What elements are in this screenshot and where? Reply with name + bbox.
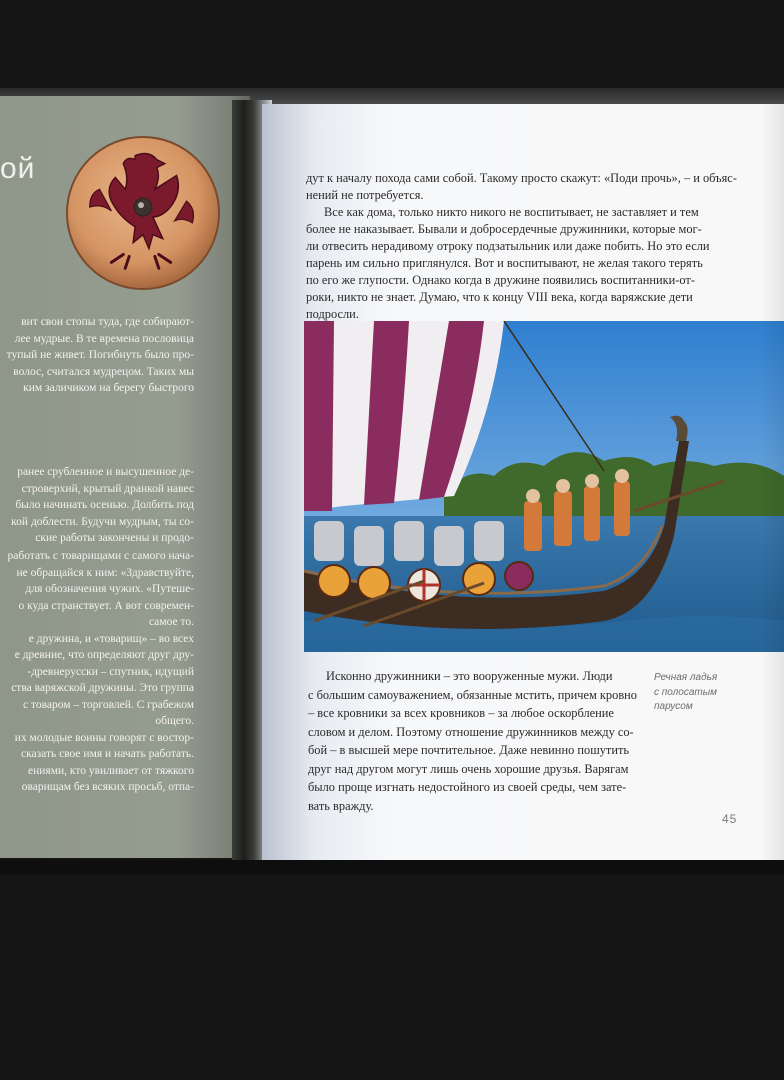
body-text-block <box>308 667 648 815</box>
left-line: о куда странствует. А вот современ- <box>18 599 194 612</box>
left-line: не обращайся к ним: «Здравствуйте, <box>16 566 194 579</box>
right-page <box>262 104 784 866</box>
left-line: тупый не живет. Погибнуть было про- <box>6 349 194 361</box>
text-line: Все как дома, только никто никого не воспитывает, не заставляет и тем <box>324 205 699 219</box>
text-line: было проще изгнать недостойного из своей среды, чем зате- <box>308 780 627 794</box>
left-line: кой доблести. Будучи мудрым, ты со- <box>11 515 194 528</box>
left-line: е древние, что определяют друг дру- <box>14 649 194 661</box>
text-line: вать вражду. <box>308 798 374 813</box>
left-line: ениями, кто увиливает от тяжкого <box>28 764 194 777</box>
left-line: е дружина, и «товарищ» – во всех <box>28 632 194 645</box>
text-line: – все кровники за всех кровников – за любое оскорбление <box>308 706 614 720</box>
left-page <box>0 96 250 858</box>
left-line: -древнерусски – спутник, идущий <box>27 665 194 678</box>
text-line: дут к началу похода сами собой. Такому просто скажут: «Поди прочь», – и объяс- <box>306 171 737 185</box>
left-line: ские работы закончены и продо- <box>35 532 194 544</box>
page-fold-shadow <box>760 104 784 866</box>
caption-line: с полосатым <box>654 686 717 698</box>
photo-caption <box>654 671 754 715</box>
left-line: ства варяжской дружины. Это группа <box>11 682 194 694</box>
text-line: роки, никто не знает. Думаю, что к концу VIII века, когда варяжские дети <box>306 290 693 304</box>
text-line: бой – в высшей мере почтительное. Даже невинно пошутить <box>308 743 630 757</box>
caption-line: парусом <box>654 701 693 712</box>
left-line: с товаром – торговлей. С грабежом <box>22 698 194 711</box>
text-line: Исконно дружинники – это вооруженные мужи. Люди <box>326 669 613 683</box>
left-page-text-2 <box>0 464 194 547</box>
caption-line: Речная ладья <box>654 672 718 683</box>
text-line: ли отвесить нерадивому отроку подзатыльник или даже побить. Но это если <box>306 239 710 253</box>
left-line: лее мудрые. В те времена пословица <box>14 332 194 345</box>
text-line: более не наказывает. Бывали и добросердечные дружинники, которые мог- <box>306 222 702 236</box>
left-page-text-3 <box>0 548 194 796</box>
left-line: для обозначения чужих. «Путеше- <box>25 583 194 595</box>
text-line: по его же глупости. Однако когда в дружине появились воспитанники-от- <box>306 273 695 287</box>
left-line: оварищам без всяких просьб, отпа- <box>21 781 194 793</box>
left-line: ким заличиком на берегу быстрого <box>23 382 194 394</box>
text-line: друг над другом могут лишь очень хорошие друзья. Варягам <box>308 761 629 776</box>
book-bottom-edge <box>0 860 784 874</box>
left-line: общего. <box>155 715 194 727</box>
text-line: подросли. <box>306 307 359 321</box>
top-text-block <box>306 170 746 323</box>
text-line: словом и делом. Поэтому отношение дружинников между со- <box>308 724 634 739</box>
left-line: их молодые воины говорят с востор- <box>14 731 194 744</box>
left-line: ранее срубленное и высушенное де- <box>17 466 194 478</box>
left-line: было начинать осенью. Долбить под <box>15 499 194 511</box>
viking-boat-photo <box>304 321 784 652</box>
left-line: вит свои стопы туда, где собирают- <box>21 316 194 328</box>
text-line: парень им сильно приглянулся. Вот и воспитывают, не желая такого терять <box>306 256 703 270</box>
page-number: 45 <box>722 812 738 826</box>
left-line: работать с товарищами с самого нача- <box>7 550 194 562</box>
left-page-heading: ой <box>0 152 36 185</box>
text-line: с большим самоуважением, обязанные мстить, причем кровно <box>308 687 637 702</box>
left-page-text <box>0 314 194 397</box>
left-line: строверхий, крытый дранкой навес <box>21 482 194 495</box>
left-line: самое то. <box>149 616 194 628</box>
bird-emblem-icon <box>64 134 222 292</box>
left-line: волос, считался мудрецом. Таких мы <box>13 365 194 378</box>
text-line: нений не потребуется. <box>306 188 424 202</box>
left-line: сказать свое имя и начать работать. <box>20 748 194 760</box>
